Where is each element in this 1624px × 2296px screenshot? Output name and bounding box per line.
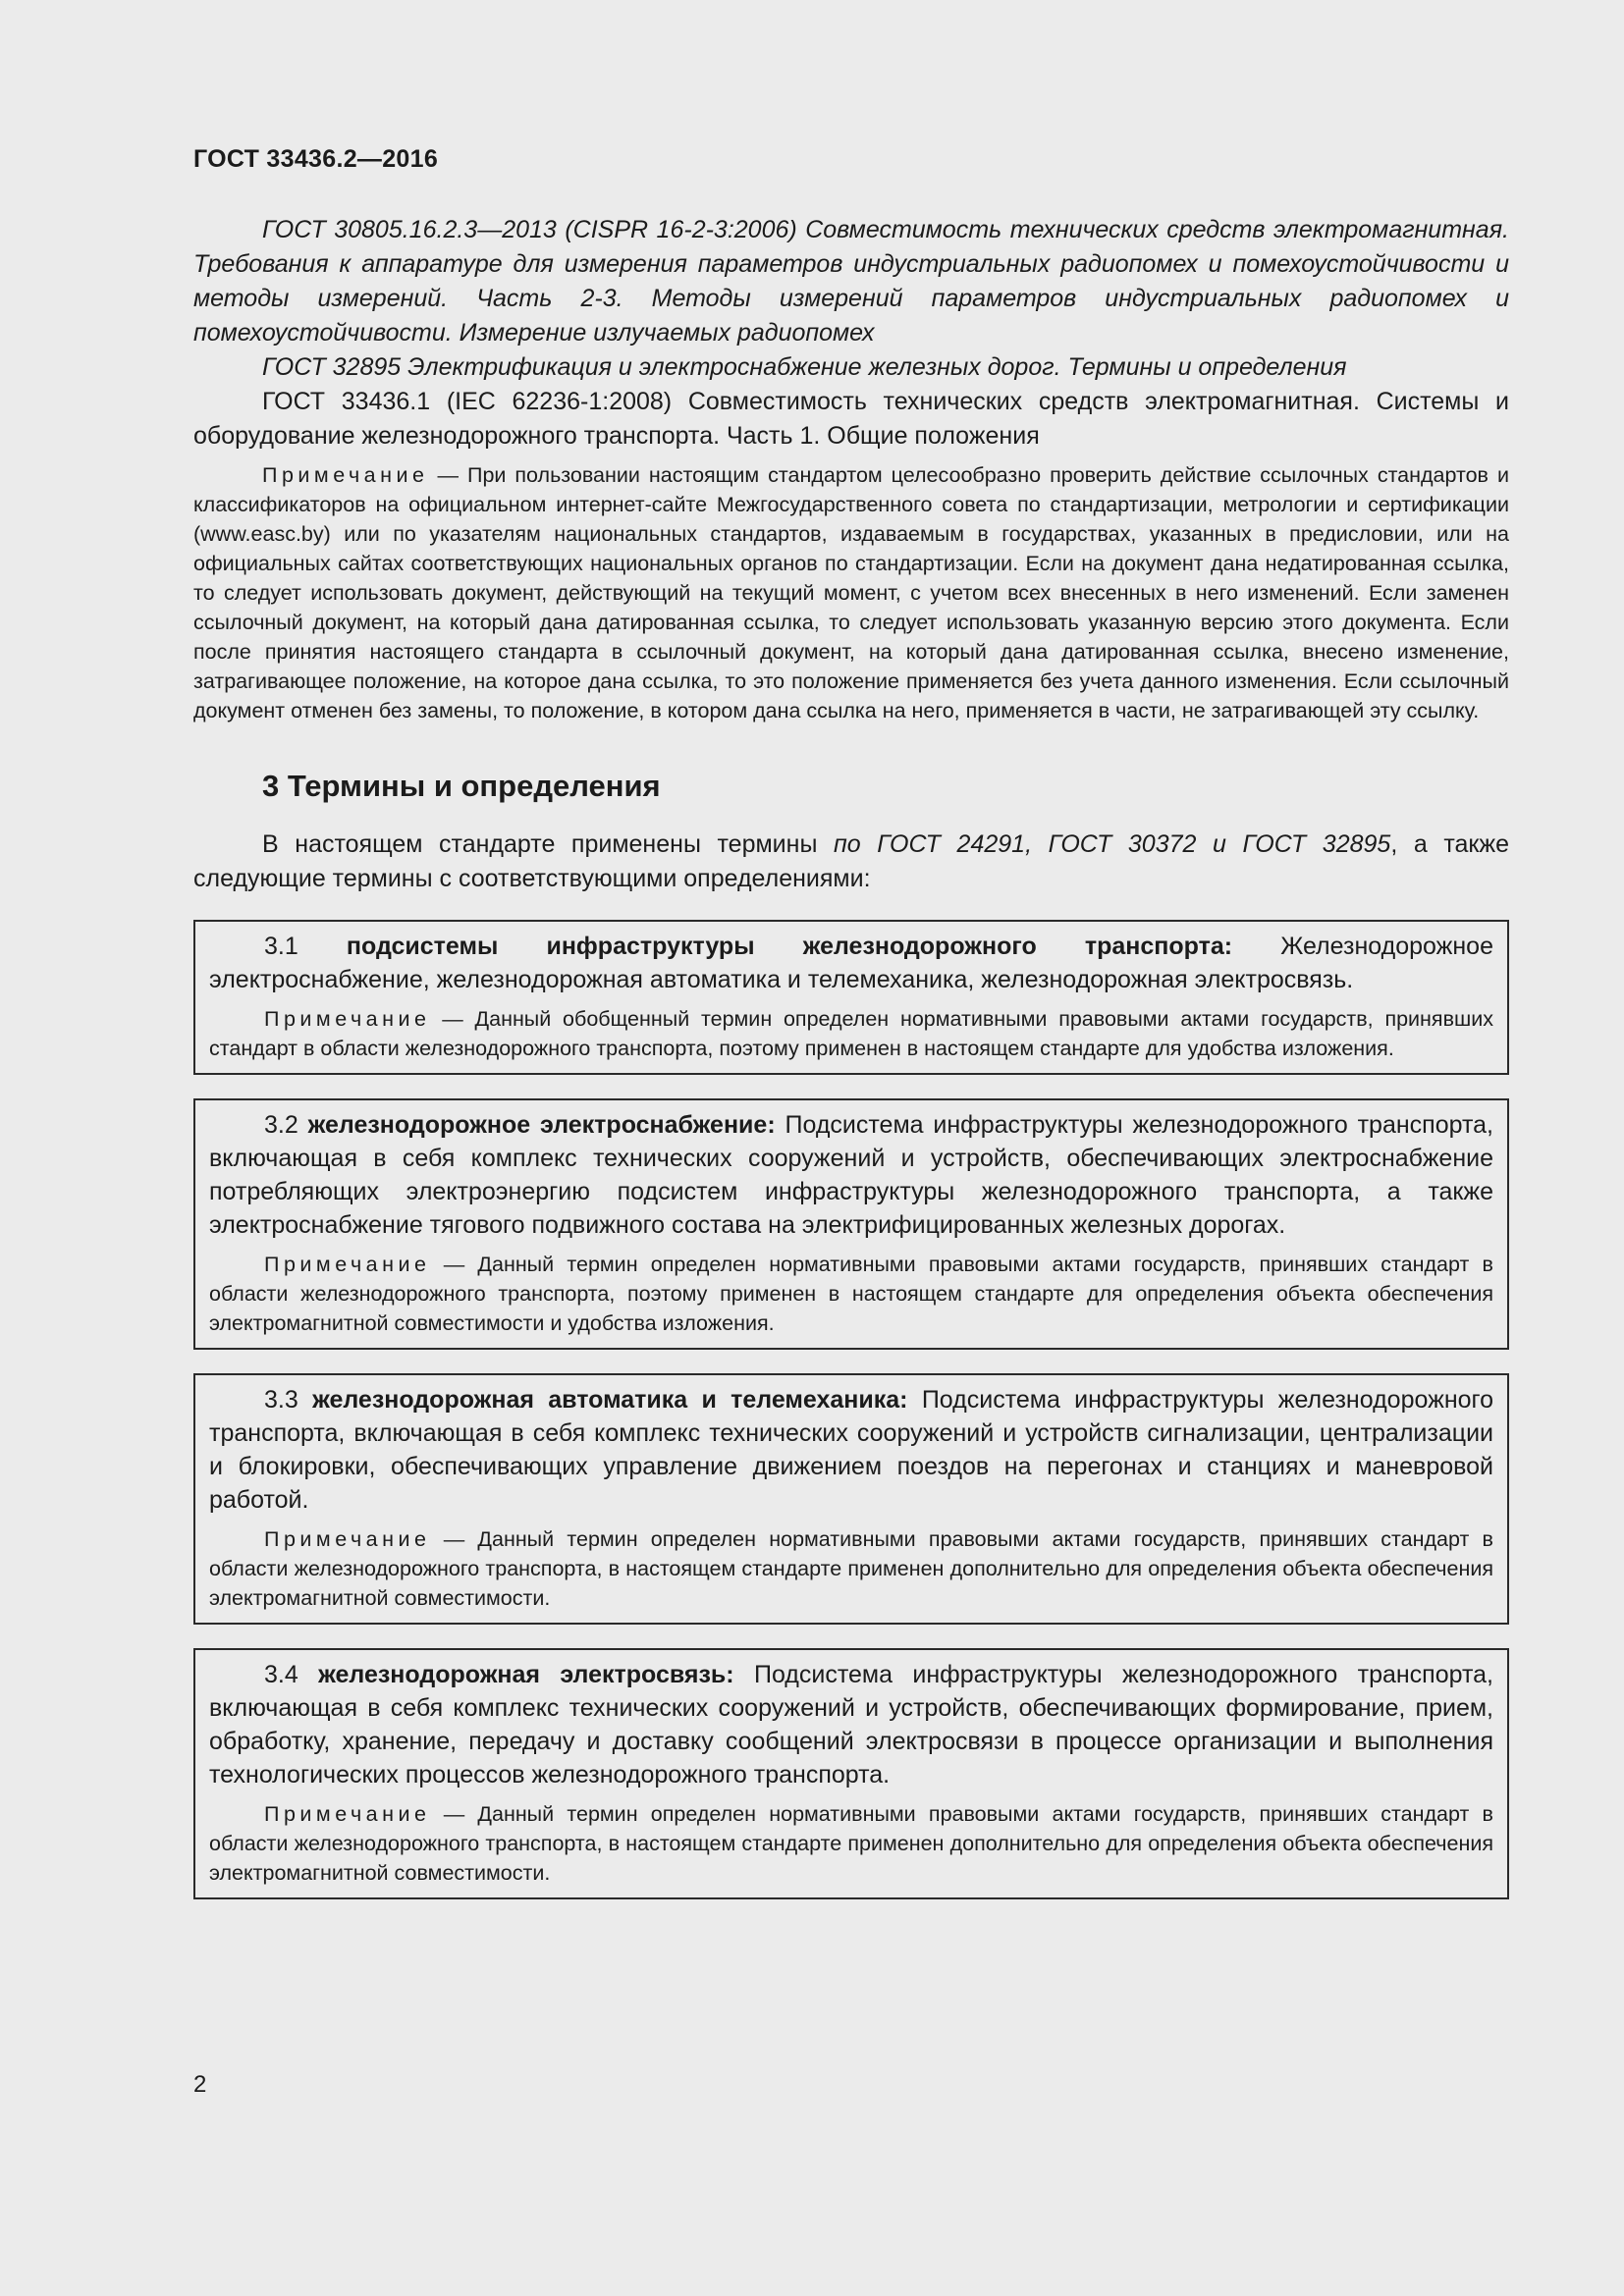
reference-item: ГОСТ 32895 Электрификация и электроснабжение железных дорог. Термины и определения — [262, 353, 1347, 381]
note-dash: — — [443, 1802, 465, 1826]
term-note — [209, 1524, 1493, 1613]
term-box-3-4 — [193, 1648, 1509, 1899]
note-text: Данный термин определен нормативными правовыми актами государств, принявших стандарт в области железнодорожного транспорта, в настоящем стандарте применен дополнительно для определения объекта обеспечения электромагнитной совместимости. — [209, 1527, 1493, 1610]
term-note — [209, 1250, 1493, 1338]
section-title: 3 Термины и определения — [262, 769, 661, 803]
intro-text: В настоящем стандарте применены термины — [262, 830, 834, 858]
section-intro — [193, 828, 1509, 896]
term-name: железнодорожное электроснабжение: — [307, 1111, 776, 1139]
term-box-3-2 — [193, 1098, 1509, 1350]
note-text: При пользовании настоящим стандартом целесообразно проверить действие ссылочных стандартов и классификаторов на официальном интернет-сайте Межгосударственного совета по стандартизации, метрологии и сертификации (www.easc.by) или по указателям национальных стандартов, издаваемым в государствах, указанных в предисловии, или на официальных сайтах соответствующих национальных органов по стандартизации. Если на документ дана недатированная ссылка, то следует использовать документ, действующий на текущий момент, с учетом всех внесенных в него изменений. Если заменен ссылочный документ, на который дана датированная ссылка, то следует использовать указанную версию этого документа. Если после принятия настоящего стандарта в ссылочный документ, на который дана датированная ссылка, внесено изменение, затрагивающее положение, на которое дана ссылка, то это положение применяется без учета данного изменения. Если ссылочный документ отменен без замены, то положение, в котором дана ссылка на него, применяется в части, не затрагивающей эту ссылку. — [193, 463, 1509, 722]
term-definition — [209, 1383, 1493, 1517]
note-dash: — — [442, 1007, 463, 1031]
note-label: Примечание — [264, 1527, 431, 1551]
reference-item: ГОСТ 33436.1 (IEC 62236-1:2008) Совместимость технических средств электромагнитная. Системы и оборудование железнодорожного транспорта. Часть 1. Общие положения — [193, 388, 1509, 450]
term-text: Подсистема инфраструктуры железнодорожного транспорта, включающая в себя комплекс технических сооружений и устройств сигнализации, централизации и блокировки, обеспечивающих управление движением поездов на перегонах и станциях и маневровой работой. — [209, 1386, 1494, 1514]
note-label: Примечание — [264, 1253, 431, 1276]
term-definition — [209, 1108, 1493, 1242]
note-label: Примечание — [262, 463, 429, 487]
term-text: Подсистема инфраструктуры железнодорожного транспорта, включающая в себя комплекс технических сооружений и устройств, обеспечивающих формирование, прием, обработку, хранение, передачу и доставку сообщений электросвязи в процессе организации и выполнения технологических процессов железнодорожного транспорта. — [209, 1661, 1493, 1789]
term-note — [209, 1799, 1493, 1888]
note-dash: — — [443, 1527, 465, 1551]
term-name: железнодорожная электросвязь: — [318, 1661, 734, 1688]
term-name: подсистемы инфраструктуры железнодорожного транспорта: — [346, 933, 1233, 960]
page-content — [193, 145, 1509, 1899]
term-name: железнодорожная автоматика и телемеханика: — [312, 1386, 908, 1414]
reference-note — [193, 460, 1509, 725]
intro-references: по ГОСТ 24291, ГОСТ 30372 и ГОСТ 32895 — [834, 830, 1391, 858]
page-number: 2 — [193, 2071, 207, 2098]
term-definition — [209, 930, 1493, 996]
term-box-3-3 — [193, 1373, 1509, 1625]
note-text: Данный термин определен нормативными правовыми актами государств, принявших стандарт в области железнодорожного транспорта, поэтому применен в настоящем стандарте для определения объекта обеспечения электромагнитной совместимости и удобства изложения. — [209, 1253, 1493, 1335]
term-text: Подсистема инфраструктуры железнодорожного транспорта, включающая в себя комплекс технических сооружений и устройств, обеспечивающих электроснабжение потребляющих электроэнергию подсистем инфраструктуры железнодорожного транспорта, а также электроснабжение тягового подвижного состава на электрифицированных железных дорогах. — [209, 1111, 1493, 1239]
term-box-3-1 — [193, 920, 1509, 1075]
note-text: Данный обобщенный термин определен нормативными правовыми актами государств, принявших стандарт в области железнодорожного транспорта, поэтому применен в настоящем стандарте для удобства изложения. — [209, 1007, 1493, 1060]
note-label: Примечание — [264, 1802, 431, 1826]
term-definition — [209, 1658, 1493, 1791]
note-dash: — — [443, 1253, 465, 1276]
term-number: 3.3 — [264, 1386, 298, 1414]
intro-text-end: , а также следующие термины с соответствующими определениями: — [193, 830, 1509, 892]
document-header: ГОСТ 33436.2—2016 — [193, 145, 439, 173]
term-number: 3.4 — [264, 1661, 298, 1688]
term-note — [209, 1004, 1493, 1063]
term-number: 3.1 — [264, 933, 298, 960]
note-dash: — — [437, 463, 459, 487]
reference-item: ГОСТ 30805.16.2.3—2013 (CISPR 16-2-3:2006) Совместимость технических средств электромагнитная. Требования к аппаратуре для измерения параметров индустриальных радиопомех и помехоустойчивости и методы измерений. Часть 2-3. Методы измерений параметров индустриальных радиопомех и помехоустойчивости. Измерение излучаемых радиопомех — [193, 216, 1509, 347]
note-text: Данный термин определен нормативными правовыми актами государств, принявших стандарт в области железнодорожного транспорта, в настоящем стандарте применен дополнительно для определения объекта обеспечения электромагнитной совместимости. — [209, 1802, 1493, 1885]
term-number: 3.2 — [264, 1111, 298, 1139]
term-text: Железнодорожное электроснабжение, железнодорожная автоматика и телемеханика, железнодорожная электросвязь. — [209, 933, 1493, 993]
note-label: Примечание — [264, 1007, 431, 1031]
